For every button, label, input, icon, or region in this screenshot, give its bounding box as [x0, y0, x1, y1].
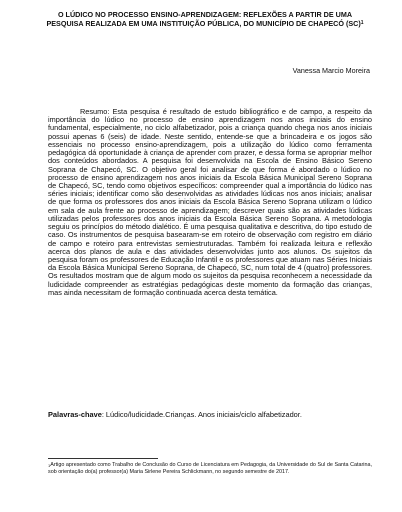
keywords-text: : Lúdico/ludicidade.Crianças. Anos iniciais/ciclo alfabetizador.	[101, 410, 302, 419]
footnote-text: Artigo apresentado como Trabalho de Conclusão do Curso de Licenciatura em Pedagogia, da Universidade do Sul de Santa Catarina, sob orientação do(a) professor(a) Maria Sirlene Pereira Schlickmann, no segundo semestre de 2017.	[48, 462, 372, 475]
title-footnote-marker: 1	[360, 20, 364, 27]
footnote-divider	[48, 458, 158, 459]
paper-title-text: O LÚDICO NO PROCESSO ENSINO-APRENDIZAGEM: REFLEXÕES A PARTIR DE UMA PESQUISA REALIZADA EM UMA INSTITUIÇÃO PÚBLICA, DO MUNICÍPIO DE CHAPECÓ (SC)	[46, 10, 361, 29]
keywords	[48, 410, 372, 419]
footnote	[48, 462, 372, 476]
footnote-marker: 1	[48, 463, 51, 468]
abstract-text: Resumo: Esta pesquisa é resultado de estudo bibliográfico e de campo, a respeito da importância do lúdico no processo de ensino aprendizagem nos anos iniciais do ensino fundamental, especialmente, no ciclo alfabetizador, pois a criança quando chega nos anos iniciais possui apenas 6 (seis) de idade. Neste sentido, entende-se que a brincadeira e os jogos são essenciais no processo ensino-aprendizagem, pois a utilização do lúdico como ferramenta pedagógica dá oportunidade à criança de aprender com prazer, e dessa forma se apropriar melhor dos conteúdos abordados. A pesquisa foi desenvolvida na Escola de Ensino Básico Sereno Soprana de Chapecó, SC. O objetivo geral foi analisar de que forma é abordado o lúdico no processo de ensino aprendizagem nos anos iniciais da Escola Básica Municipal Sereno Soprana de Chapecó, SC, tendo como objetivos específicos: compreender qual a importância do lúdico nas séries iniciais; identificar como são desenvolvidas as atividades lúdicas nos anos iniciais; analisar de que forma os professores dos anos iniciais da Escola Básica Sereno Soprana utilizam o lúdico em sala de aula frente ao processo de aprendizagem; descrever quais são as atividades lúdicas utilizadas pelos professores dos anos iniciais da Escola Básica Sereno Soprana. A metodologia seguiu os princípios do método dialético. É uma pesquisa qualitativa e descritiva, do tipo estudo de caso. Os instrumentos de pesquisa basearam-se em roteiro de observação com registro em diário de campo e roteiro para entrevistas semiestruturadas. Também foi realizada leitura e reflexão acerca dos planos de aula e das atividades desenvolvidas junto aos alunos. Os sujeitos da pesquisa foram os professores de Educação Infantil e os professores que atuam nas Séries Iniciais da Escola Básica Municipal Sereno Soprana, de Chapecó, SC, num total de 4 (quatro) professores. Os resultados mostram que de algum modo os sujeitos da pesquisa reconhecem a necessidade da ludicidade compreender as estratégias pedagógicas deste momento da formação das crianças, mas ainda necessitam de formação continuada acerca desta temática.	[48, 107, 372, 297]
abstract	[48, 108, 372, 297]
keywords-label: Palavras-chave	[48, 410, 102, 419]
author-name: Vanessa Marcio Moreira	[292, 66, 370, 75]
paper-title	[40, 10, 370, 28]
